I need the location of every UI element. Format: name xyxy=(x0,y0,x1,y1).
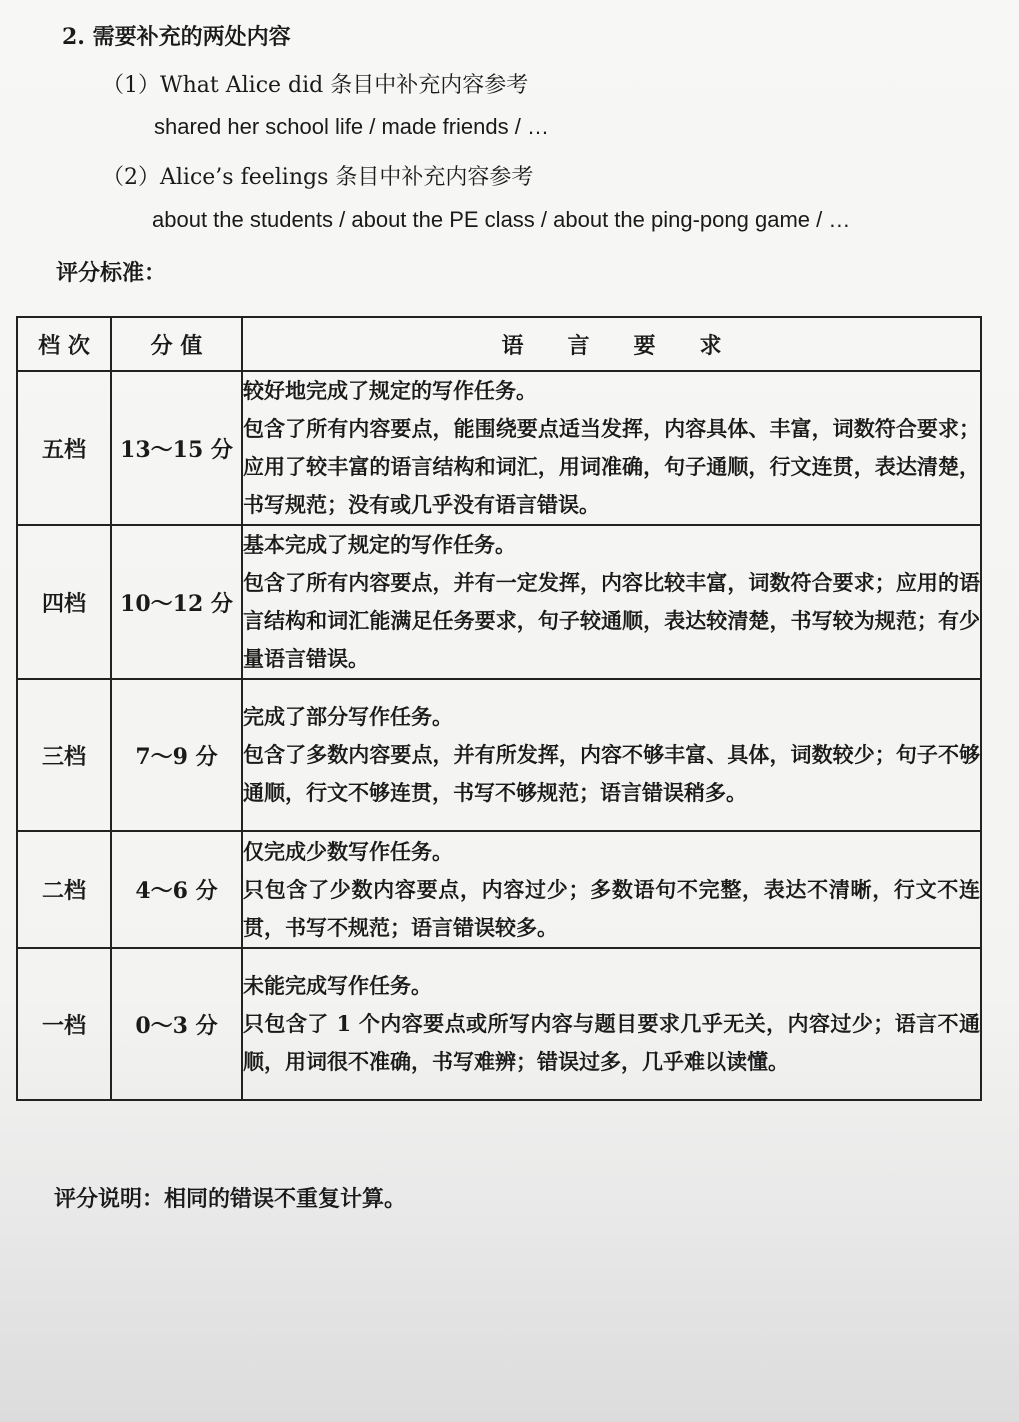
score-cell: 7～9 分 xyxy=(111,679,242,831)
requirement-body: 只包含了少数内容要点，内容过少；多数语句不完整，表达不清晰，行文不连贯，书写不规范；语言错误较多。 xyxy=(243,876,980,940)
header-score: 分 值 xyxy=(111,317,242,371)
table-row xyxy=(17,679,981,831)
score-cell: 10～12 分 xyxy=(111,525,242,679)
score-cell: 13～15 分 xyxy=(111,371,242,525)
requirement-cell xyxy=(242,831,981,948)
tier-cell: 三档 xyxy=(17,679,111,831)
header-tier: 档 次 xyxy=(17,317,111,371)
requirement-title: 基本完成了规定的写作任务。 xyxy=(243,532,516,557)
header-requirements: 语 言 要 求 xyxy=(242,317,981,371)
requirement-title: 仅完成少数写作任务。 xyxy=(243,838,453,864)
requirement-title: 较好地完成了规定的写作任务。 xyxy=(243,378,537,403)
item1-label: （1）What Alice did 条目中补充内容参考 xyxy=(102,73,529,98)
criteria-title: 评分标准： xyxy=(56,260,167,286)
requirement-cell xyxy=(242,371,981,525)
tier-cell: 五档 xyxy=(17,371,111,525)
requirement-body: 包含了多数内容要点，并有所发挥，内容不够丰富、具体，词数较少；句子不够通顺，行文不够连贯，书写不够规范；语言错误稍多。 xyxy=(243,742,980,805)
score-cell: 4～6 分 xyxy=(111,831,242,948)
requirement-cell xyxy=(242,948,981,1100)
requirement-cell xyxy=(242,679,981,831)
requirement-title: 未能完成写作任务。 xyxy=(243,973,432,998)
requirement-title: 完成了部分写作任务。 xyxy=(243,704,453,729)
tier-cell: 四档 xyxy=(17,525,111,679)
requirement-cell xyxy=(242,525,981,679)
score-cell: 0～3 分 xyxy=(111,948,242,1100)
item1-reference: shared her school life / made friends / … xyxy=(154,114,549,139)
requirement-body: 包含了所有内容要点，能围绕要点适当发挥，内容具体、丰富，词数符合要求；应用了较丰富的语言结构和词汇，用词准确，句子通顺，行文连贯，表达清楚，书写规范；没有或几乎没有语言错误。 xyxy=(243,416,980,517)
table-header-row xyxy=(17,317,981,371)
requirement-body: 只包含了 1 个内容要点或所写内容与题目要求几乎无关，内容过少；语言不通顺，用词很不准确，书写难辨；错误过多，几乎难以读懂。 xyxy=(243,1011,980,1074)
tier-cell: 二档 xyxy=(17,831,111,948)
table-row xyxy=(17,371,981,525)
scoring-note: 评分说明：相同的错误不重复计算。 xyxy=(54,1186,407,1212)
table-row xyxy=(17,525,981,679)
tier-cell: 一档 xyxy=(17,948,111,1100)
item2-reference: about the students / about the PE class / about the ping-pong game / … xyxy=(152,207,851,232)
section-heading: 2. 需要补充的两处内容 xyxy=(62,24,291,50)
scoring-rubric-table xyxy=(16,316,982,1101)
item2-label: （2）Alice’s feelings 条目中补充内容参考 xyxy=(102,165,534,190)
requirement-body: 包含了所有内容要点，并有一定发挥，内容比较丰富，词数符合要求；应用的语言结构和词汇能满足任务要求，句子较通顺，表达较清楚，书写较为规范；有少量语言错误。 xyxy=(243,570,980,671)
table-row xyxy=(17,831,981,948)
table-row xyxy=(17,948,981,1100)
